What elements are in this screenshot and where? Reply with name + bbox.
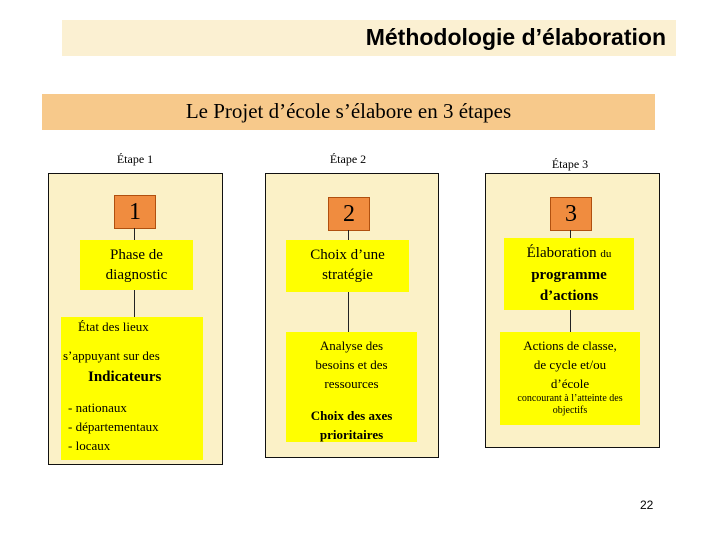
detail-text: Analyse des bbox=[319, 338, 384, 353]
step-label-3: Étape 3 bbox=[551, 157, 589, 171]
step-number-1: 1 bbox=[114, 195, 156, 229]
subtitle-banner bbox=[42, 94, 655, 130]
detail-text: ressources bbox=[324, 376, 379, 391]
detail-list-item: - nationaux bbox=[68, 400, 127, 415]
phase-box-1 bbox=[80, 240, 193, 290]
phase-label: diagnostic bbox=[105, 267, 168, 283]
detail-text: s’appuyant sur des bbox=[63, 348, 160, 363]
detail-list-item: - locaux bbox=[68, 438, 111, 453]
detail-text: de cycle et/ou bbox=[533, 357, 607, 372]
phase-box-2 bbox=[286, 240, 409, 292]
phase-label: Choix d’une bbox=[310, 247, 385, 263]
detail-heading: prioritaires bbox=[319, 427, 384, 442]
connector-line bbox=[348, 230, 349, 240]
phase-box-3 bbox=[504, 238, 634, 310]
connector-line bbox=[570, 310, 571, 332]
detail-text: Actions de classe, bbox=[523, 338, 617, 353]
phase-label: programme bbox=[531, 267, 607, 283]
detail-text: besoins et des bbox=[315, 357, 388, 372]
connector-line bbox=[570, 230, 571, 238]
page-title: Méthodologie d’élaboration bbox=[365, 24, 666, 50]
detail-box-2 bbox=[286, 332, 417, 442]
phase-label-group bbox=[504, 243, 634, 265]
step-number-2: 2 bbox=[328, 197, 370, 231]
page-subtitle: Le Projet d’école s’élabore en 3 étapes bbox=[185, 99, 512, 123]
page-number: 22 bbox=[640, 498, 654, 512]
detail-small-text: concourant à l’atteinte des bbox=[517, 393, 623, 404]
title-banner bbox=[62, 20, 676, 56]
detail-text: État des lieux bbox=[78, 319, 149, 334]
phase-label: Phase de bbox=[110, 247, 163, 263]
phase-label: stratégie bbox=[322, 267, 373, 283]
detail-small-text: objectifs bbox=[552, 405, 588, 416]
step-label-2: Étape 2 bbox=[329, 152, 367, 166]
detail-list-item: - départementaux bbox=[68, 419, 159, 434]
detail-box-1 bbox=[61, 317, 203, 460]
connector-line bbox=[134, 228, 135, 240]
detail-box-3 bbox=[500, 332, 640, 425]
detail-text: d’école bbox=[550, 376, 590, 391]
phase-label-small: du bbox=[600, 248, 612, 260]
detail-heading: Choix des axes bbox=[310, 408, 393, 423]
step-number-3: 3 bbox=[550, 197, 592, 231]
connector-line bbox=[348, 292, 349, 332]
phase-label: Élaboration bbox=[526, 245, 597, 261]
detail-heading: Indicateurs bbox=[88, 369, 162, 385]
phase-label: d’actions bbox=[539, 288, 599, 304]
step-label-1: Étape 1 bbox=[116, 152, 154, 166]
connector-line bbox=[134, 290, 135, 317]
